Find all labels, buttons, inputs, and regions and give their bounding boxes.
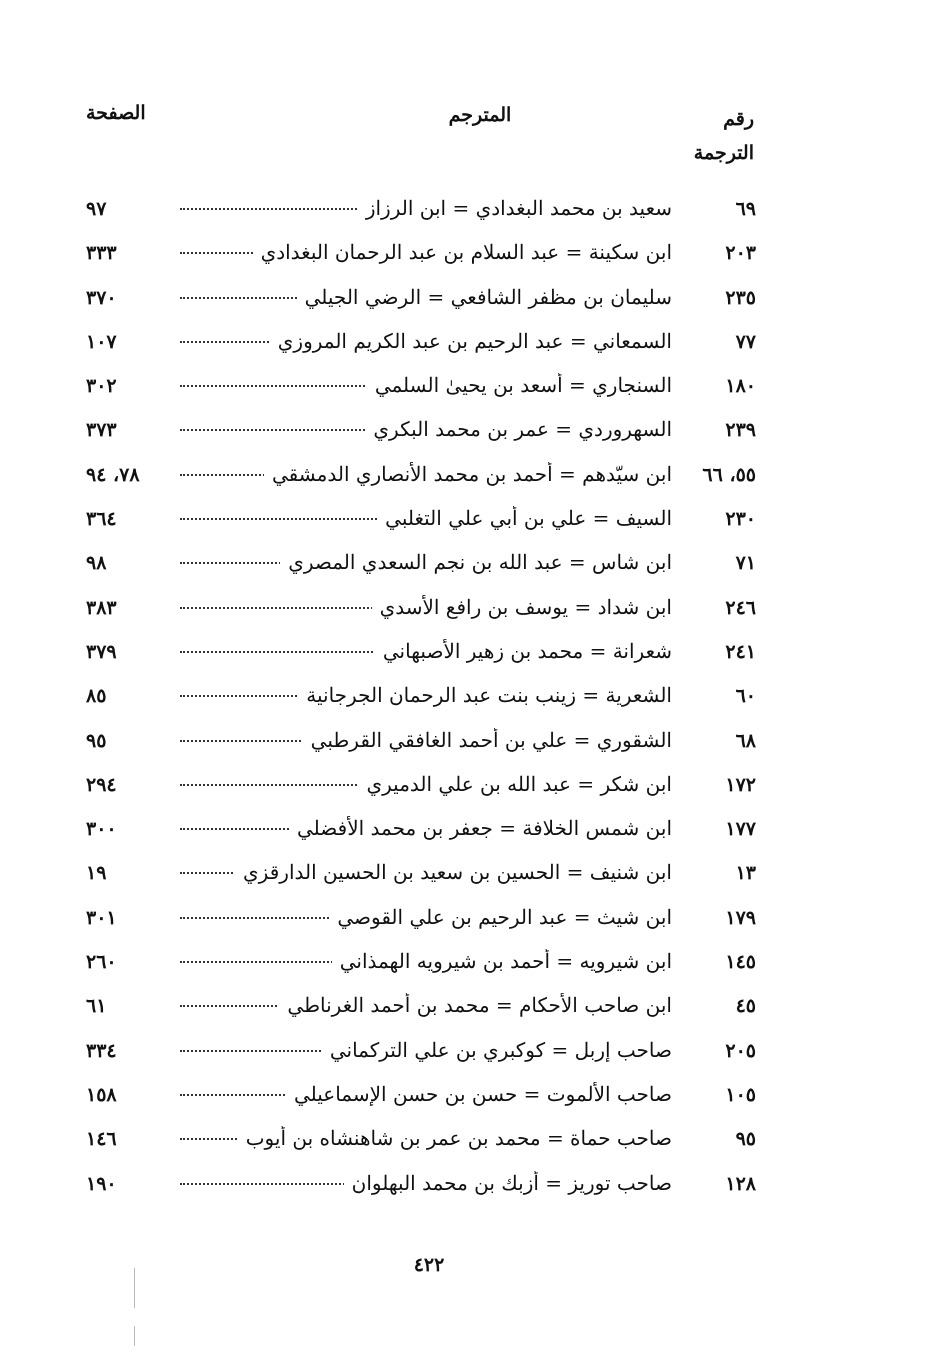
entry-number: ٧١	[735, 552, 756, 575]
entry-number: ١٧٢	[725, 773, 756, 796]
index-list	[0, 192, 948, 1211]
entry-name: صاحب توريز = أزبك بن محمد البهلوان	[344, 1171, 672, 1195]
entry-name-cell	[180, 816, 672, 840]
index-row	[0, 768, 948, 812]
entry-page: ١٤٦	[86, 1128, 117, 1151]
entry-number: ١٠٥	[725, 1083, 756, 1106]
entry-name-cell	[180, 240, 672, 264]
entry-number: ٢٣٠	[725, 508, 756, 531]
entry-name: السيف = علي بن أبي علي التغلبي	[377, 506, 672, 530]
entry-name: صاحب الألموت = حسن بن حسن الإسماعيلي	[286, 1082, 672, 1106]
entry-page: ٢٦٠	[86, 951, 117, 974]
index-row	[0, 635, 948, 679]
entry-name-cell	[180, 462, 672, 486]
index-row	[0, 1167, 948, 1211]
entry-number: ٢٣٥	[725, 286, 756, 309]
index-row	[0, 989, 948, 1033]
entry-page: ١٠٧	[86, 330, 117, 353]
index-row	[0, 812, 948, 856]
entry-name: السنجاري = أسعد بن يحيىٰ السلمي	[367, 373, 672, 397]
index-row	[0, 369, 948, 413]
entry-page: ٣٨٣	[86, 596, 117, 619]
index-row	[0, 856, 948, 900]
entry-number: ٧٧	[735, 330, 756, 353]
entry-number: ٦٨	[735, 729, 756, 752]
entry-page: ٩٨	[86, 552, 107, 575]
entry-name-cell	[180, 1126, 672, 1150]
column-header-page: الصفحة	[86, 102, 146, 124]
entry-name-cell	[180, 1171, 672, 1195]
scan-margin-mark	[134, 1326, 135, 1346]
entry-name: شعرانة = محمد بن زهير الأصبهاني	[375, 639, 672, 663]
entry-page: ٩٥	[86, 729, 107, 752]
entry-page: ٣٠٢	[86, 375, 117, 398]
entry-number: ٢٤١	[725, 640, 756, 663]
entry-number: ٢٠٣	[725, 242, 756, 265]
entry-page: ٣٧٣	[86, 419, 117, 442]
entry-name-cell	[180, 683, 672, 707]
column-header-person: المترجم	[448, 104, 512, 126]
entry-name: ابن سكينة = عبد السلام بن عبد الرحمان البغدادي	[253, 240, 672, 264]
entry-name-cell	[180, 329, 672, 353]
entry-page: ٢٩٤	[86, 773, 117, 796]
entry-name: ابن شداد = يوسف بن رافع الأسدي	[372, 595, 672, 619]
entry-number: ٢٤٦	[725, 596, 756, 619]
entry-name: السمعاني = عبد الرحيم بن عبد الكريم المروزي	[270, 329, 672, 353]
entry-page: ٩٧	[86, 198, 107, 220]
entry-number: ٤٥	[735, 995, 756, 1018]
entry-number: ١٧٩	[725, 906, 756, 929]
index-row	[0, 679, 948, 723]
entry-number: ٥٥، ٦٦	[702, 463, 756, 486]
entry-name-cell	[180, 196, 672, 220]
entry-name-cell	[180, 550, 672, 574]
entry-page: ٣٧٠	[86, 286, 117, 309]
entry-name: صاحب إربل = كوكبري بن علي التركماني	[322, 1038, 672, 1062]
index-row	[0, 1122, 948, 1166]
entry-number: ٢٠٥	[725, 1039, 756, 1062]
column-header-entry-number: رقم الترجمة	[693, 108, 754, 164]
index-row	[0, 413, 948, 457]
index-row	[0, 1034, 948, 1078]
entry-name-cell	[180, 373, 672, 397]
index-row	[0, 724, 948, 768]
entry-number: ٩٥	[735, 1128, 756, 1151]
index-row	[0, 458, 948, 502]
entry-name-cell	[180, 993, 672, 1017]
entry-name: السهروردي = عمر بن محمد البكري	[365, 417, 672, 441]
entry-name-cell	[180, 1038, 672, 1062]
entry-number: ١٧٧	[725, 818, 756, 841]
entry-page: ٣٠٠	[86, 818, 117, 841]
index-row	[0, 591, 948, 635]
entry-name: ابن صاحب الأحكام = محمد بن أحمد الغرناطي	[279, 993, 672, 1017]
index-row	[0, 281, 948, 325]
entry-name-cell	[180, 1082, 672, 1106]
entry-number: ٢٣٩	[725, 419, 756, 442]
entry-page: ١٩٠	[86, 1172, 117, 1195]
index-row	[0, 502, 948, 546]
entry-name: ابن شكر = عبد الله بن علي الدميري	[358, 772, 672, 796]
entry-page: ٣٦٤	[86, 508, 117, 531]
entry-name-cell	[180, 285, 672, 309]
entry-name: ابن شنيف = الحسين بن سعيد بن الحسين الدارقزي	[235, 860, 672, 884]
entry-name-cell	[180, 639, 672, 663]
entry-number: ٦٩	[735, 198, 756, 220]
entry-number: ٦٠	[735, 685, 756, 708]
index-row	[0, 945, 948, 989]
entry-page: ٣٧٩	[86, 640, 117, 663]
entry-name: سعيد بن محمد البغدادي = ابن الرزاز	[358, 196, 672, 220]
entry-page: ٣٣٤	[86, 1039, 117, 1062]
entry-page: ١٥٨	[86, 1083, 117, 1106]
entry-page: ١٩	[86, 862, 107, 885]
entry-name-cell	[180, 595, 672, 619]
entry-name-cell	[180, 417, 672, 441]
entry-name: ابن شمس الخلافة = جعفر بن محمد الأفضلي	[289, 816, 672, 840]
entry-page: ٣٣٣	[86, 242, 117, 265]
page-number: ٤٢٢	[413, 1254, 445, 1276]
entry-number: ١٤٥	[725, 951, 756, 974]
scan-margin-mark	[134, 1268, 135, 1308]
entry-name: سليمان بن مظفر الشافعي = الرضي الجيلي	[297, 285, 672, 309]
index-row	[0, 236, 948, 280]
index-row	[0, 546, 948, 590]
entry-name-cell	[180, 905, 672, 929]
entry-name: ابن سيّدهم = أحمد بن محمد الأنصاري الدمشقي	[264, 462, 672, 486]
entry-page: ٦١	[86, 995, 107, 1018]
entry-name: الشقوري = علي بن أحمد الغافقي القرطبي	[303, 728, 672, 752]
index-row	[0, 325, 948, 369]
entry-name-cell	[180, 860, 672, 884]
entry-name-cell	[180, 949, 672, 973]
entry-name: ابن شيرويه = أحمد بن شيرويه الهمذاني	[332, 949, 672, 973]
entry-name-cell	[180, 772, 672, 796]
entry-name-cell	[180, 506, 672, 530]
entry-number: ١٨٠	[725, 375, 756, 398]
entry-number: ١٣	[735, 862, 756, 885]
entry-page: ٧٨، ٩٤	[86, 463, 140, 486]
entry-name: صاحب حماة = محمد بن عمر بن شاهنشاه بن أيوب	[238, 1126, 672, 1150]
entry-name-cell	[180, 728, 672, 752]
entry-name: ابن شاس = عبد الله بن نجم السعدي المصري	[280, 550, 672, 574]
index-row	[0, 901, 948, 945]
index-row	[0, 1078, 948, 1122]
entry-number: ١٢٨	[725, 1172, 756, 1195]
entry-page: ٣٠١	[86, 906, 117, 929]
entry-page: ٨٥	[86, 685, 107, 708]
entry-name: الشعرية = زينب بنت عبد الرحمان الجرجانية	[298, 683, 672, 707]
entry-name: ابن شيث = عبد الرحيم بن علي القوصي	[329, 905, 672, 929]
index-row	[0, 192, 948, 236]
